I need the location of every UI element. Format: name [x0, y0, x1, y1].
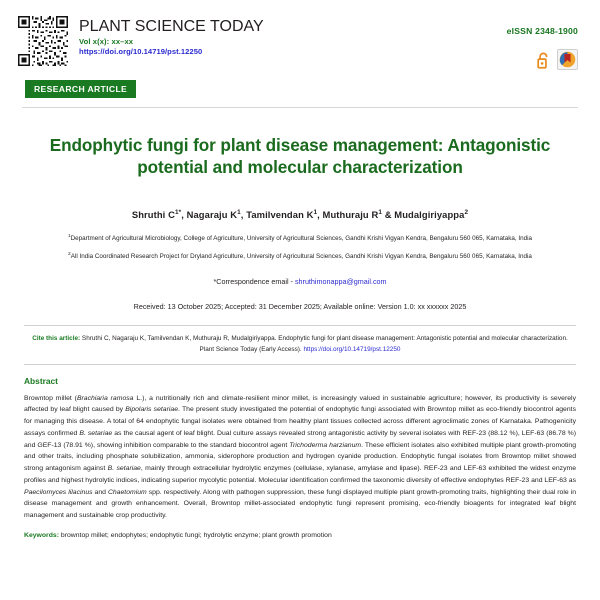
- keywords-text: browntop millet; endophytes; endophytic fungi; hydrolytic enzyme; plant growth promotion: [59, 532, 332, 540]
- badge-row: [507, 49, 578, 70]
- citation-text: Shruthi C, Nagaraju K, Tamilvendan K, Muthuraju R, Mudalgiriyappa. Endophytic fungi for plant disease management: Antagonistic potential and molecular characterization. Plant Science Today (Early Access).: [80, 335, 568, 354]
- masthead-right: [507, 14, 578, 70]
- masthead: [0, 0, 600, 70]
- correspondence-email[interactable]: shruthimonappa@gmail.com: [294, 277, 387, 287]
- citation-doi-link[interactable]: https://doi.org/10.14719/pst.12250: [303, 346, 401, 354]
- journal-doi-link[interactable]: https://doi.org/10.14719/pst.12250: [79, 47, 203, 57]
- affiliation-list: [0, 220, 600, 263]
- abstract-heading: Abstract: [24, 375, 58, 386]
- journal-info: [79, 14, 264, 57]
- abstract-section: [0, 365, 600, 522]
- correspondence-line: [0, 269, 600, 286]
- citation-box: [24, 325, 576, 364]
- journal-volume: Vol x(x): xx–xx: [79, 37, 134, 47]
- keywords-line: [0, 522, 600, 542]
- journal-logo-icon[interactable]: [557, 49, 578, 70]
- page-title: Endophytic fungi for plant disease management: Antagonistic potential and molecular characterization: [49, 134, 551, 178]
- qr-code-icon: [18, 16, 68, 66]
- article-type-row: [0, 70, 600, 98]
- citation-label: Cite this article:: [32, 335, 81, 343]
- affiliation-2: $^2$All India Coordinated Research Project for Dryland Agriculture, University of Agricultural Sciences, Gandhi Krishi Vigyan Kendra, Bengaluru 560 065, Karnataka, India: [68, 252, 532, 261]
- author-list: Shruthi $C^{1*}$, Nagaraju $K^1$, Tamilvendan $K^1$, Muthuraju $R^1$ & Mudalgiriyappa$^2$: [131, 208, 469, 220]
- masthead-divider: [22, 107, 578, 108]
- journal-title: PLANT SCIENCE TODAY: [79, 18, 264, 35]
- publication-history: Received: 13 October 2025; Accepted: 31 December 2025; Available online: Version 1.0: xx xxxxxx 2025: [133, 302, 467, 312]
- keywords-label: Keywords:: [24, 532, 59, 540]
- affiliation-1: $^1$Department of Agricultural Microbiology, College of Agriculture, University of Agricultural Sciences, Gandhi Krishi Vigyan Kendra, Bengaluru 560 065, Karnataka, India: [67, 233, 533, 242]
- correspondence-label: *Correspondence email -: [213, 277, 295, 287]
- eissn-label: eISSN 2348-1900: [506, 26, 578, 36]
- open-access-lock-icon[interactable]: [537, 51, 550, 69]
- research-article-badge: RESEARCH ARTICLE: [25, 80, 136, 98]
- abstract-text: Browntop millet (Brachiaria ramosa L.), a nutritionally rich and climate-resilient minor millet, is increasingly valued in sustainable agriculture; however, its productivity is severely affected by leaf blight caused by Bipolaris setariae. The present study investigated the potential of endophytic fungi associated with Browntop millet as eco-friendly biocontrol agents for managing this disease. A total of 64 endophytic fungal isolates were obtained from healthy plant tissues collected across different agroclimatic zones of Karnataka. Pathogenicity assays confirmed B. setariae as the causal agent of leaf blight. Dual culture assays revealed strong antagonistic activity by several isolates with REF-23 (88.12 %), LEF-63 (86.78 %) and GEF-13 (78.91 %), showing inhibition comparable to the standard biocontrol agent Trichoderma harzianum. These efficient isolates also exhibited multiple plant growth-promoting and other traits, including phosphate solubilization, ammonia, siderophore production and hydrogen cyanide production. Endophytic fungal isolates from Browntop millet showed strong antagonism against B. setariae, mainly through extracellular hydrolytic enzymes (cellulase, xylanase, amylase and lipase). REF-23 and LEF-63 exhibited the widest enzyme profiles and highest hydrolytic indices, indicating superior mycolytic potential. Molecular identification confirmed the taxonomic diversity of effective endophytes REF-23 and LEF-63 as Paecilomyces lilacinus and Chaetomium spp. respectively. Along with pathogen suppression, these fungi displayed multiple plant growth-promoting traits, highlighting their dual role in disease management and growth enhancement. Overall, Browntop millet-associated endophytic fungi represent promising, eco-friendly bioagents for integrated leaf blight management and sustainable crop productivity.: [24, 394, 577, 520]
